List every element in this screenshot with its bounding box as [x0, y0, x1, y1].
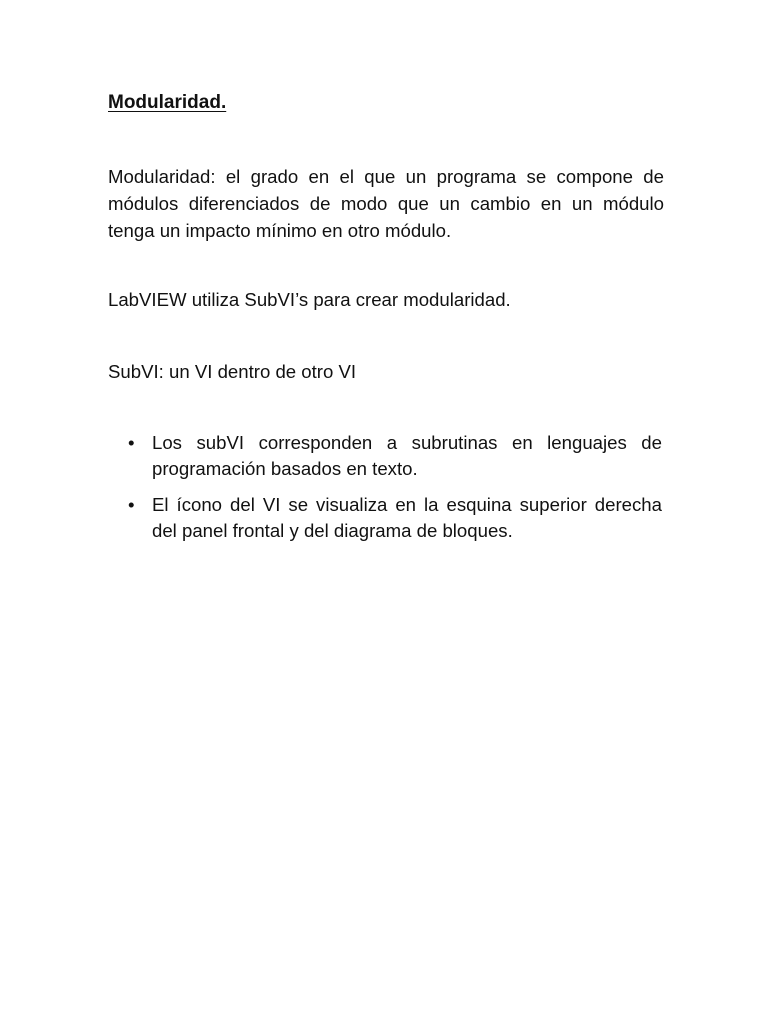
page-title: Modularidad. [108, 92, 227, 113]
list-item [126, 492, 662, 544]
bullet-list [126, 430, 662, 554]
bullet-icon: • [128, 432, 135, 453]
labview-paragraph: LabVIEW utiliza SubVI’s para crear modularidad. [108, 289, 511, 310]
list-item-text: El ícono del VI se visualiza en la esquina superior derecha del panel frontal y del diagrama de bloques. [152, 494, 662, 541]
bullet-icon: • [128, 494, 135, 515]
definition-paragraph: Modularidad: el grado en el que un programa se compone de módulos diferenciados de modo que un cambio en un módulo tenga un impacto mínimo en otro módulo. [108, 166, 664, 241]
subvi-paragraph: SubVI: un VI dentro de otro VI [108, 361, 357, 382]
list-item [126, 430, 662, 482]
list-item-text: Los subVI corresponden a subrutinas en lenguajes de programación basados en texto. [152, 432, 662, 479]
